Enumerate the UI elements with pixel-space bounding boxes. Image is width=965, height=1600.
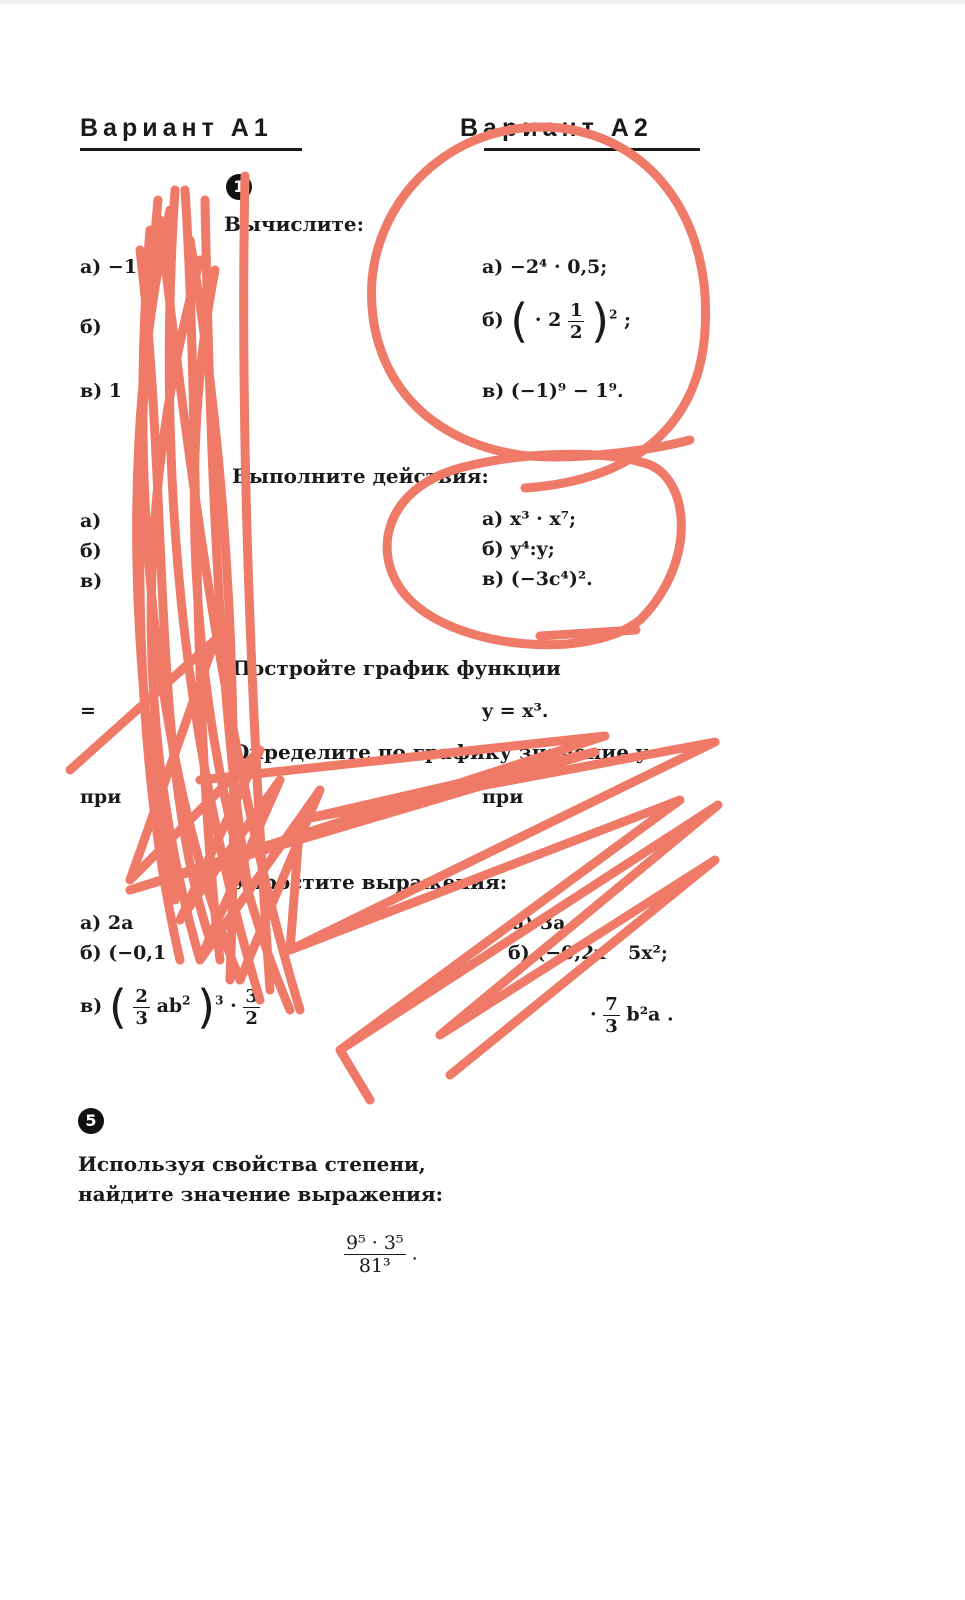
task-5-den: 81³ <box>358 1255 391 1277</box>
variant-a1-title: Вариант А1 <box>80 114 273 142</box>
a2-t4-c-den: 3 <box>605 1016 618 1037</box>
task-4-text: Упростите выражения: <box>232 870 508 894</box>
a1-t4-c-b-power: 2 <box>182 993 191 1008</box>
open-paren: ( <box>108 980 127 1034</box>
a2-t3-at: при <box>482 786 524 808</box>
a2-t1-b-suffix: ; <box>624 309 632 331</box>
a2-t4-b-end: 5x²; <box>628 942 668 964</box>
dot: · <box>230 995 237 1017</box>
variant-a2-title: Вариант А2 <box>460 114 653 142</box>
open-paren: ( <box>510 294 529 348</box>
a2-t2-c: в) (−3c⁴)². <box>482 568 593 590</box>
a1-t4-b: б) (−0,1 <box>80 942 167 964</box>
a2-t4-a: а) 3a <box>512 912 566 934</box>
a1-t2-a: а) <box>80 510 102 532</box>
a1-t2-c: в) <box>80 570 103 592</box>
a1-t4-c-num2: 3 <box>245 985 258 1007</box>
close-paren: ) <box>197 980 216 1034</box>
a2-t1-b-whole: · 2 <box>534 309 562 331</box>
a2-t4-c-end: b²a . <box>626 1003 674 1026</box>
task-3-text: Постройте график функции <box>232 656 561 680</box>
task-5-badge: 5 <box>78 1108 104 1134</box>
a2-t4-c-num: 7 <box>605 994 618 1015</box>
a1-t4-c-den2: 2 <box>245 1007 258 1029</box>
a2-t1-b-prefix: б) <box>482 309 504 331</box>
circle-scribble-top <box>372 127 706 488</box>
close-paren: ) <box>591 294 610 348</box>
a1-t4-c-den: 3 <box>135 1007 148 1029</box>
task-5-line1: Используя свойства степени, <box>78 1152 426 1176</box>
a2-t3-formula: y = x³. <box>482 700 549 722</box>
a2-t1-b-num: 1 <box>569 299 583 321</box>
task-5-num: 9⁵ · 3⁵ <box>346 1232 404 1254</box>
a1-t4-c-mid: ab <box>156 995 183 1017</box>
a1-t3-at: при <box>80 786 122 808</box>
a1-t2-b: б) <box>80 540 102 562</box>
task-5-end: . <box>411 1242 418 1265</box>
a1-t4-c-prefix: в) <box>80 995 103 1017</box>
a2-t1-b-den: 2 <box>569 321 583 343</box>
dot: · <box>590 1003 597 1026</box>
a1-t1-c: в) 1 <box>80 380 123 402</box>
task-2-text: Выполните действия: <box>232 464 489 488</box>
a2-t1-c: в) (−1)⁹ − 1⁹. <box>482 380 624 402</box>
a2-t1-a: а) −2⁴ · 0,5; <box>482 256 608 278</box>
a2-t4-b: б) (−0,2x <box>508 942 606 964</box>
a1-t4-c-power: 3 <box>215 993 224 1008</box>
a1-t4-a: а) 2a <box>80 912 134 934</box>
task-1-text: Вычислите: <box>224 212 365 236</box>
task-3-text2: Определите по графику значение y <box>232 740 648 764</box>
a2-t1-b-power: 2 <box>609 307 618 322</box>
a1-t1-a: а) −1 <box>80 256 138 278</box>
a2-t2-b: б) y⁴:y; <box>482 538 555 560</box>
task-1-badge: 1 <box>226 174 252 200</box>
a1-t4-c-num: 2 <box>135 985 148 1007</box>
task-5-line2: найдите значение выражения: <box>78 1182 443 1206</box>
a1-t1-b: б) <box>80 316 102 338</box>
a2-t2-a: а) x³ · x⁷; <box>482 508 577 530</box>
a1-t3-formula: = <box>80 700 96 722</box>
